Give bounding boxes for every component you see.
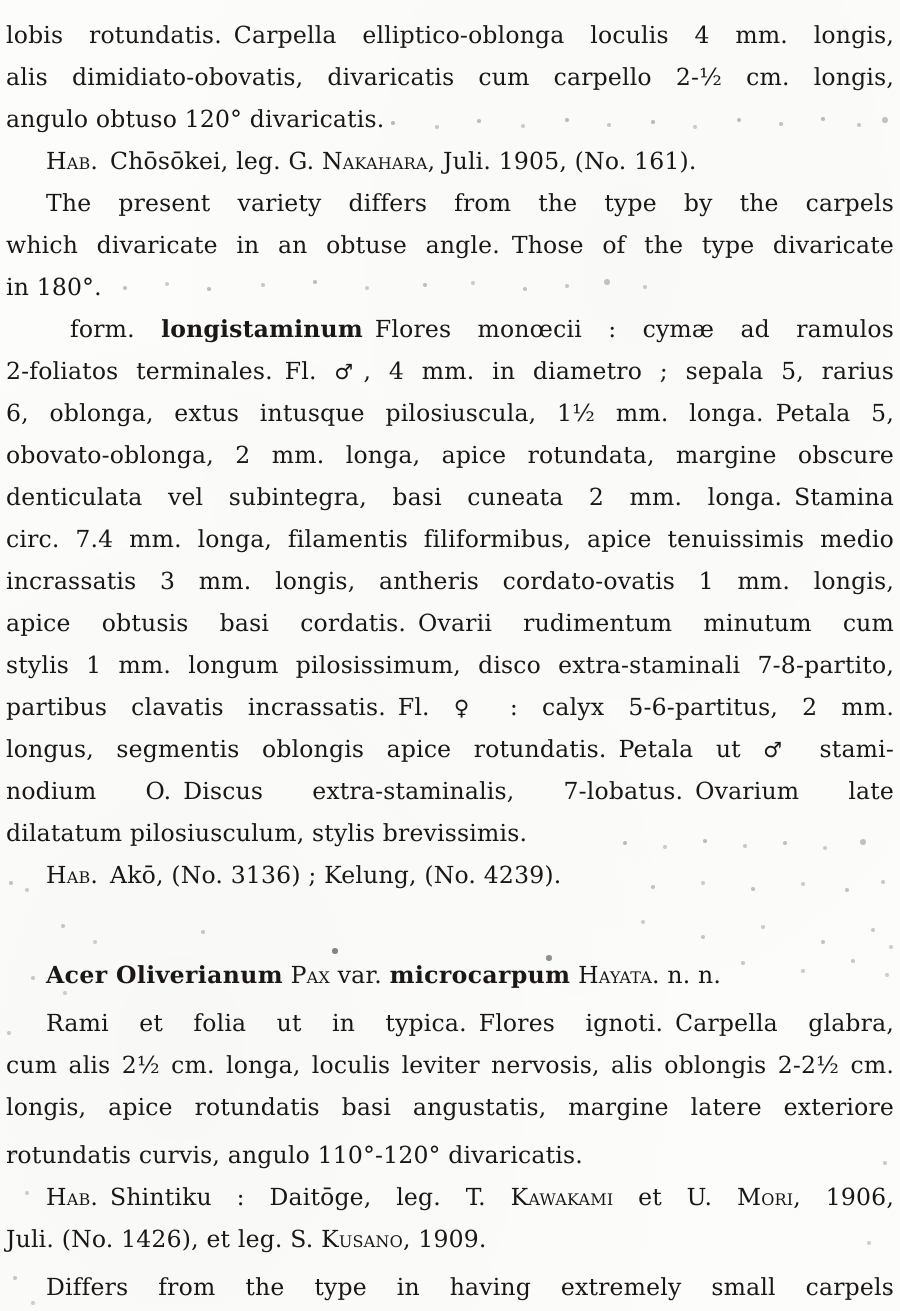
text-line xyxy=(6,602,894,644)
text-segment xyxy=(283,961,291,989)
text-segment: nodium O. Discus extra-staminalis, 7-lobatus. Ovarium late xyxy=(6,777,894,805)
text-line xyxy=(6,1266,894,1308)
text-segment: Chōsōkei, leg. G. xyxy=(98,147,322,175)
text-segment: alis dimidiato-obovatis, divaricatis cum carpello 2-½ cm. longis, xyxy=(6,63,894,91)
habitat-line xyxy=(6,140,894,182)
text-line xyxy=(6,266,894,308)
text-segment: circ. 7.4 mm. longa, filamentis filiformibus, apice tenuissimis medio xyxy=(6,525,894,553)
text-segment: cum alis 2½ cm. longa, loculis leviter nervosis, alis oblongis 2-2½ cm. xyxy=(6,1051,894,1079)
text-line xyxy=(6,560,894,602)
text-segment: 2-foliatos terminales. Fl. xyxy=(6,357,335,385)
text-line xyxy=(6,770,894,812)
text-segment xyxy=(570,961,578,989)
sex-symbol: ♀ xyxy=(453,696,486,720)
text-line xyxy=(6,644,894,686)
text-line xyxy=(6,182,894,224)
text-segment: in 180°. xyxy=(6,273,102,301)
text-segment: which divaricate in an obtuse angle. Those of the type divaricate xyxy=(6,231,894,259)
text-segment: Mori xyxy=(736,1183,794,1211)
text-segment: form. xyxy=(70,315,162,343)
text-line xyxy=(6,350,894,392)
text-line xyxy=(6,392,894,434)
scan-noise xyxy=(0,0,2,2)
text-line xyxy=(6,686,894,728)
text-line xyxy=(6,812,894,854)
text-segment: angulo obtuso 120° divaricatis. xyxy=(6,105,385,133)
text-line xyxy=(6,1086,894,1128)
text-segment: Hab. xyxy=(46,861,99,889)
text-segment: denticulata vel subintegra, basi cuneata 2 mm. longa. Stamina xyxy=(6,483,894,511)
text-segment: longus, segmentis oblongis apice rotundatis. Petala ut xyxy=(6,735,764,763)
text-line xyxy=(6,56,894,98)
sex-symbol: ♂ xyxy=(763,738,798,762)
text-segment: Shintiku : Daitōge, leg. T. xyxy=(98,1183,511,1211)
text-segment: rotundatis curvis, angulo 110°-120° divaricatis. xyxy=(6,1141,583,1169)
text-line xyxy=(6,224,894,266)
text-segment: var. xyxy=(330,961,390,989)
text-segment: Differs from the type in having extremely small carpels xyxy=(46,1273,894,1301)
habitat-line xyxy=(6,1218,894,1260)
text-segment: partibus clavatis incrassatis. Fl. xyxy=(6,693,454,721)
text-segment: . n. n. xyxy=(652,961,722,989)
text-line xyxy=(6,14,894,56)
text-segment: Hab. xyxy=(46,147,99,175)
text-segment: stami- xyxy=(797,735,895,763)
text-segment: : calyx 5-6-partitus, 2 mm. xyxy=(485,693,894,721)
text-segment: stylis 1 mm. longum pilosissimum, disco extra-staminali 7-8-partito, xyxy=(6,651,894,679)
text-segment: et U. xyxy=(613,1183,737,1211)
text-segment: , Juli. 1905, (No. 161). xyxy=(427,147,697,175)
text-line xyxy=(6,1002,894,1044)
species-heading xyxy=(6,954,894,996)
text-segment: obovato-oblonga, 2 mm. longa, apice rotundata, margine obscure xyxy=(6,441,894,469)
text-segment: Akō, (No. 3136) ; Kelung, (No. 4239). xyxy=(98,861,562,889)
text-segment: Hayata xyxy=(578,961,653,989)
page-text xyxy=(6,14,894,1308)
text-segment: , 1909. xyxy=(402,1225,487,1253)
text-line xyxy=(6,728,894,770)
text-segment: apice obtusis basi cordatis. Ovarii rudimentum minutum cum xyxy=(6,609,894,637)
text-line xyxy=(6,518,894,560)
text-segment: Pax xyxy=(290,961,330,989)
text-segment: Flores monœcii : cymæ ad ramulos xyxy=(362,315,894,343)
sex-symbol: ♂ xyxy=(334,360,364,384)
habitat-line xyxy=(6,1176,894,1218)
text-line xyxy=(6,308,894,350)
text-segment: longistaminum xyxy=(161,315,363,343)
habitat-line xyxy=(6,854,894,896)
text-segment: longis, apice rotundatis basi angustatis, margine latere exteriore xyxy=(6,1093,894,1121)
text-line xyxy=(6,434,894,476)
text-segment: Nakahara xyxy=(321,147,428,175)
text-segment: 6, oblonga, extus intusque pilosiuscula, 1½ mm. longa. Petala 5, xyxy=(6,399,894,427)
text-line xyxy=(6,98,894,140)
text-segment: Juli. (No. 1426), et leg. S. xyxy=(6,1225,322,1253)
text-segment: The present variety differs from the type by the carpels xyxy=(46,189,894,217)
text-segment: microcarpum xyxy=(389,961,571,989)
text-segment: Kusano xyxy=(321,1225,403,1253)
text-line xyxy=(6,1044,894,1086)
text-segment: dilatatum pilosiusculum, stylis brevissimis. xyxy=(6,819,528,847)
text-line xyxy=(6,476,894,518)
text-line xyxy=(6,1134,894,1176)
text-segment: Acer Oliverianum xyxy=(46,961,283,989)
text-segment: lobis rotundatis. Carpella elliptico-oblonga loculis 4 mm. longis, xyxy=(6,21,894,49)
text-segment: Kawakami xyxy=(510,1183,614,1211)
text-segment: , 1906, xyxy=(793,1183,894,1211)
text-segment: , 4 mm. in diametro ; sepala 5, rarius xyxy=(363,357,895,385)
text-segment: incrassatis 3 mm. longis, antheris cordato-ovatis 1 mm. longis, xyxy=(6,567,894,595)
text-segment: Rami et folia ut in typica. Flores ignoti. Carpella glabra, xyxy=(46,1009,894,1037)
text-segment: Hab. xyxy=(46,1183,99,1211)
